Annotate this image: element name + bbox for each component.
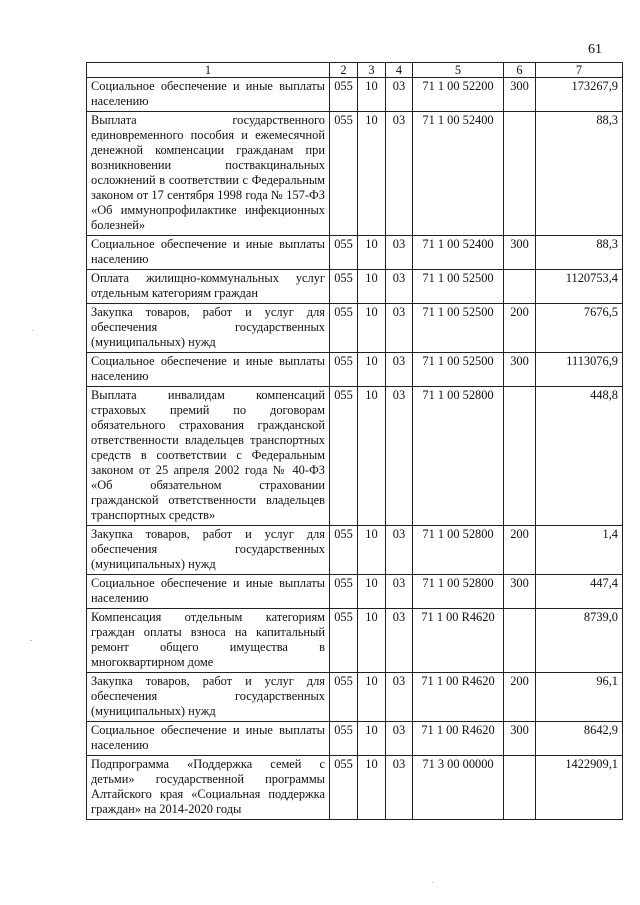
cell-vr: 200 (504, 304, 536, 353)
cell-rz: 10 (358, 112, 386, 236)
cell-sum: 8642,9 (536, 722, 623, 756)
table-row (87, 112, 623, 236)
cell-sum: 173267,9 (536, 78, 623, 112)
cell-rz: 10 (358, 387, 386, 526)
cell-rz: 10 (358, 575, 386, 609)
cell-pr: 03 (386, 236, 413, 270)
budget-table (86, 62, 623, 820)
cell-vr: 300 (504, 236, 536, 270)
table-row (87, 673, 623, 722)
cell-sum: 448,8 (536, 387, 623, 526)
cell-sum: 1120753,4 (536, 270, 623, 304)
cell-pr: 03 (386, 609, 413, 673)
cell-pr: 03 (386, 78, 413, 112)
cell-ved: 055 (330, 353, 358, 387)
cell-pr: 03 (386, 575, 413, 609)
cell-pr: 03 (386, 270, 413, 304)
cell-ved: 055 (330, 304, 358, 353)
cell-rz: 10 (358, 236, 386, 270)
table-row (87, 78, 623, 112)
cell-vr: 300 (504, 78, 536, 112)
margin-mark (432, 882, 433, 883)
cell-rz: 10 (358, 304, 386, 353)
cell-vr: 200 (504, 673, 536, 722)
cell-csr: 71 1 00 52200 (413, 78, 504, 112)
margin-mark (32, 330, 33, 331)
cell-vr: 300 (504, 722, 536, 756)
cell-csr: 71 1 00 52800 (413, 575, 504, 609)
cell-csr: 71 1 00 52400 (413, 236, 504, 270)
margin-mark (30, 640, 32, 641)
cell-csr: 71 3 00 00000 (413, 756, 504, 820)
table-body (87, 78, 623, 820)
table-row (87, 236, 623, 270)
cell-sum: 88,3 (536, 236, 623, 270)
cell-rz: 10 (358, 78, 386, 112)
cell-name: Выплата государственного единовременного пособия и ежемесячной денежной компенсации гражданам при возникновении поствакцинальных осложнений в соответствии с Федеральным законом от 17 сентября 1998 года № 157-ФЗ «Об иммунопрофилактике инфекционных болезней» (87, 112, 330, 236)
table-row (87, 526, 623, 575)
cell-csr: 71 1 00 R4620 (413, 609, 504, 673)
cell-name: Социальное обеспечение и иные выплаты населению (87, 236, 330, 270)
cell-csr: 71 1 00 52500 (413, 270, 504, 304)
cell-name: Социальное обеспечение и иные выплаты населению (87, 722, 330, 756)
cell-vr (504, 270, 536, 304)
cell-ved: 055 (330, 722, 358, 756)
cell-pr: 03 (386, 526, 413, 575)
cell-rz: 10 (358, 526, 386, 575)
cell-pr: 03 (386, 722, 413, 756)
cell-vr (504, 609, 536, 673)
cell-vr: 300 (504, 575, 536, 609)
cell-pr: 03 (386, 387, 413, 526)
cell-ved: 055 (330, 387, 358, 526)
table-row (87, 575, 623, 609)
cell-rz: 10 (358, 609, 386, 673)
table-row (87, 387, 623, 526)
table-row (87, 353, 623, 387)
cell-ved: 055 (330, 78, 358, 112)
cell-csr: 71 1 00 R4620 (413, 673, 504, 722)
cell-sum: 1113076,9 (536, 353, 623, 387)
cell-ved: 055 (330, 756, 358, 820)
cell-sum: 1,4 (536, 526, 623, 575)
cell-ved: 055 (330, 526, 358, 575)
cell-sum: 1422909,1 (536, 756, 623, 820)
cell-sum: 7676,5 (536, 304, 623, 353)
cell-name: Социальное обеспечение и иные выплаты населению (87, 575, 330, 609)
cell-pr: 03 (386, 112, 413, 236)
table-row (87, 270, 623, 304)
cell-ved: 055 (330, 236, 358, 270)
cell-sum: 96,1 (536, 673, 623, 722)
cell-name: Закупка товаров, работ и услуг для обеспечения государственных (муниципальных) нужд (87, 526, 330, 575)
cell-pr: 03 (386, 756, 413, 820)
cell-rz: 10 (358, 353, 386, 387)
cell-ved: 055 (330, 673, 358, 722)
cell-name: Оплата жилищно-коммунальных услуг отдельным категориям граждан (87, 270, 330, 304)
cell-name: Закупка товаров, работ и услуг для обеспечения государственных (муниципальных) нужд (87, 673, 330, 722)
table-header (87, 63, 623, 78)
header-col-name: 1 (87, 63, 330, 78)
cell-vr (504, 112, 536, 236)
cell-csr: 71 1 00 52500 (413, 353, 504, 387)
cell-rz: 10 (358, 270, 386, 304)
header-col-csr: 5 (413, 63, 504, 78)
cell-csr: 71 1 00 R4620 (413, 722, 504, 756)
cell-csr: 71 1 00 52500 (413, 304, 504, 353)
cell-name: Выплата инвалидам компенсаций страховых премий по договорам обязательного страхования гражданской ответственности владельцев транспортных средств в соответствии с Федеральным законом от 25 апреля 2002 года № 40-ФЗ «Об обязательном страховании гражданской ответственности владельцев транспортных средств» (87, 387, 330, 526)
cell-sum: 8739,0 (536, 609, 623, 673)
cell-rz: 10 (358, 756, 386, 820)
cell-name: Социальное обеспечение и иные выплаты населению (87, 353, 330, 387)
page-number: 61 (588, 42, 602, 57)
header-col-rz: 3 (358, 63, 386, 78)
cell-csr: 71 1 00 52800 (413, 387, 504, 526)
header-col-sum: 7 (536, 63, 623, 78)
cell-name: Социальное обеспечение и иные выплаты населению (87, 78, 330, 112)
cell-vr (504, 756, 536, 820)
cell-vr: 200 (504, 526, 536, 575)
cell-pr: 03 (386, 353, 413, 387)
cell-ved: 055 (330, 575, 358, 609)
cell-rz: 10 (358, 722, 386, 756)
cell-name: Закупка товаров, работ и услуг для обеспечения государственных (муниципальных) нужд (87, 304, 330, 353)
cell-name: Компенсация отдельным категориям граждан оплаты взноса на капитальный ремонт общего имущества в многоквартирном доме (87, 609, 330, 673)
header-col-ved: 2 (330, 63, 358, 78)
table-row (87, 304, 623, 353)
header-col-vr: 6 (504, 63, 536, 78)
cell-vr: 300 (504, 353, 536, 387)
cell-csr: 71 1 00 52800 (413, 526, 504, 575)
table-row (87, 722, 623, 756)
cell-ved: 055 (330, 609, 358, 673)
cell-vr (504, 387, 536, 526)
header-row (87, 63, 623, 78)
cell-pr: 03 (386, 673, 413, 722)
cell-ved: 055 (330, 270, 358, 304)
cell-sum: 447,4 (536, 575, 623, 609)
cell-csr: 71 1 00 52400 (413, 112, 504, 236)
cell-ved: 055 (330, 112, 358, 236)
header-col-pr: 4 (386, 63, 413, 78)
table-row (87, 756, 623, 820)
cell-rz: 10 (358, 673, 386, 722)
cell-name: Подпрограмма «Поддержка семей с детьми» государственной программы Алтайского края «Социальная поддержка граждан» на 2014-2020 годы (87, 756, 330, 820)
table-row (87, 609, 623, 673)
cell-sum: 88,3 (536, 112, 623, 236)
cell-pr: 03 (386, 304, 413, 353)
